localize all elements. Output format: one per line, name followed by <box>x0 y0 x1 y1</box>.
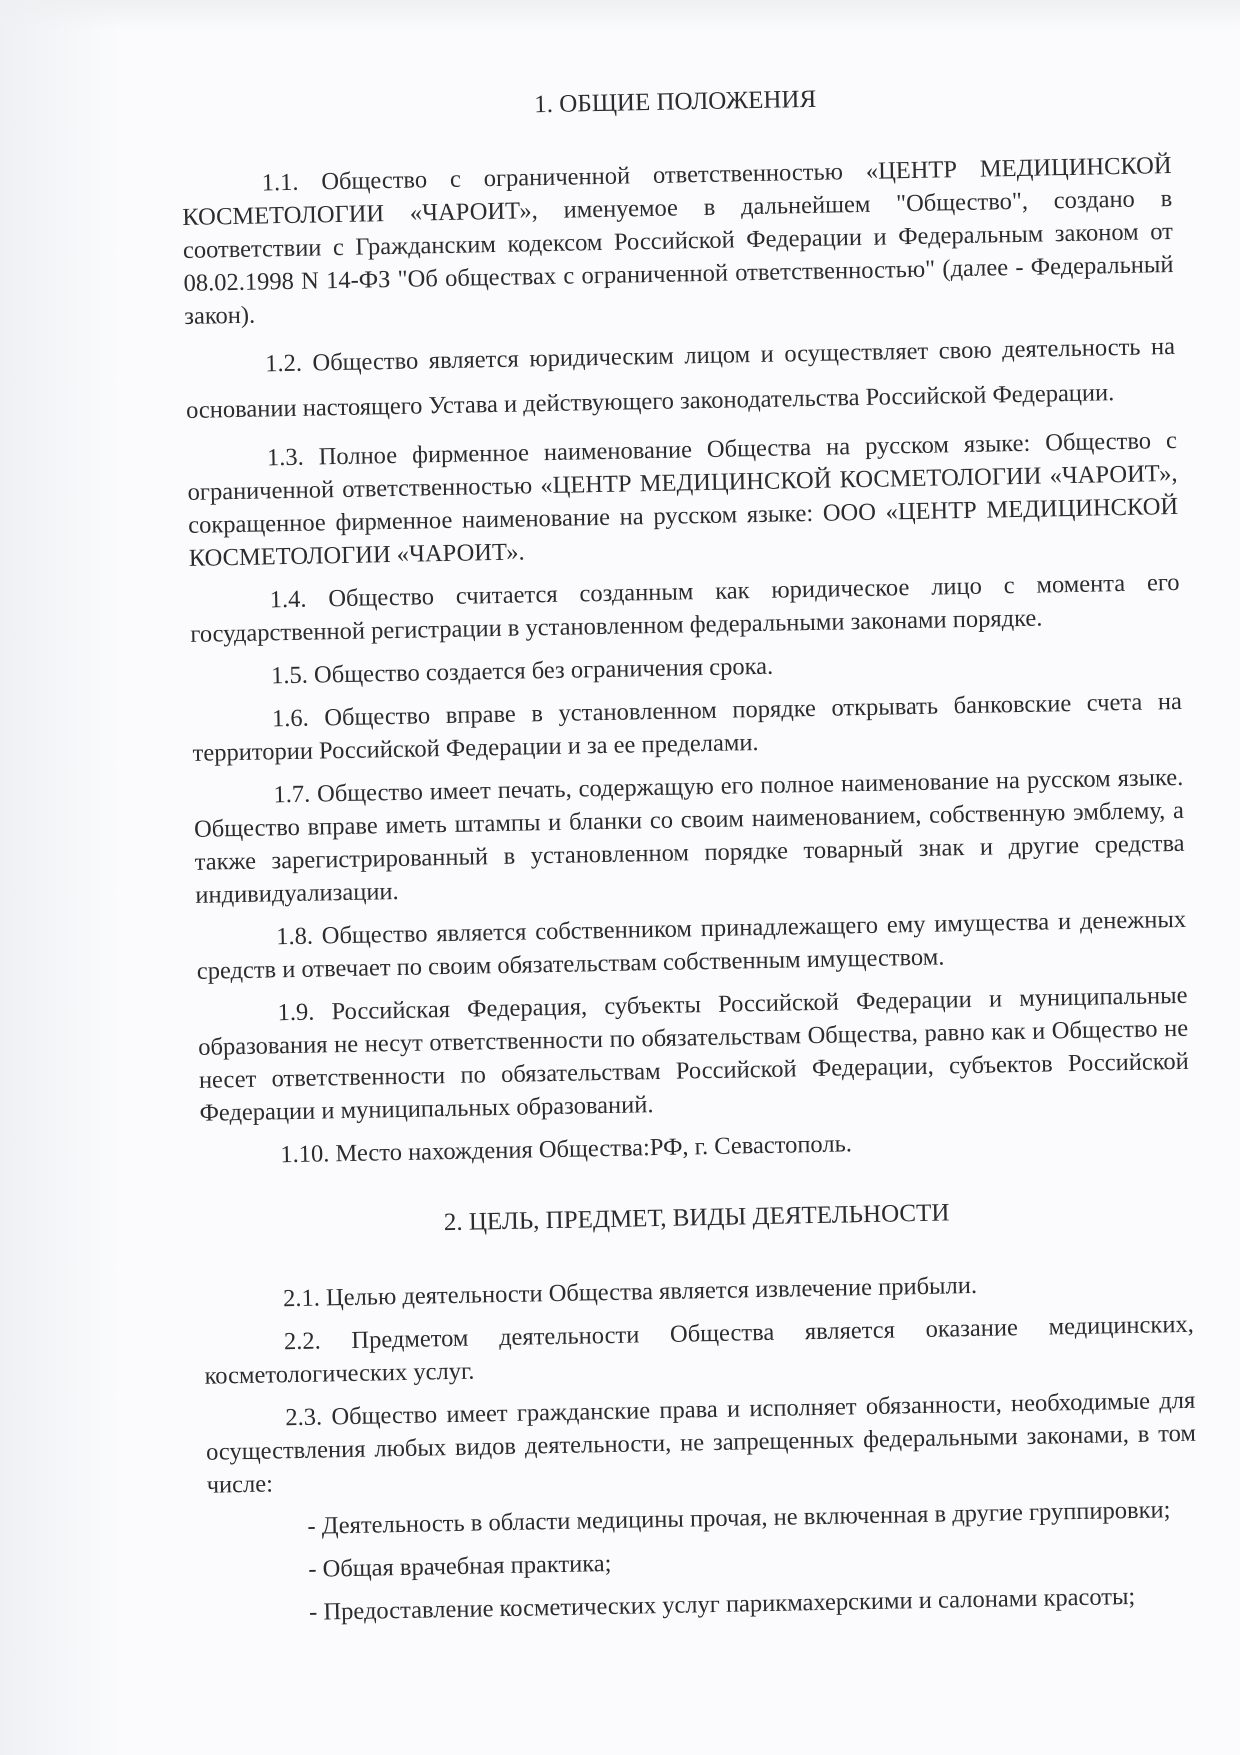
paragraph-1-8: 1.8. Общество является собственником принадлежащего ему имущества и денежных средств и отвечает по своим обязательствам собственным имуществом. <box>196 905 1187 985</box>
activity-list-item: - Деятельность в области медицины прочая, не включенная в другие группировки; <box>307 1496 1171 1540</box>
paragraph-1-3: 1.3. Полное фирменное наименование Общества на русском языке: Общество с ограниченной ответственностью «ЦЕНТР МЕДИЦИНСКОЙ КОСМЕТОЛОГИИ «ЧАРОИТ», сокращенное фирменное наименование на русском языке: ООО «ЦЕНТР МЕДИЦИНСКОЙ КОСМЕТОЛОГИИ «ЧАРОИТ». <box>187 426 1179 572</box>
paragraph-1-6: 1.6. Общество вправе в установленном порядке открывать банковские счета на территории Российской Федерации и за ее пределами. <box>192 687 1183 767</box>
paragraph-1-2: 1.2. Общество является юридическим лицом и осуществляет свою деятельность на основании настоящего Устава и действующего законодательства Российской Федерации. <box>185 332 1176 424</box>
paragraph-1-5: 1.5. Общество создается без ограничения срока. <box>270 652 774 690</box>
paragraph-1-7: 1.7. Общество имеет печать, содержащую его полное наименование на русском языке. Общество вправе иметь штампы и бланки со своим наименованием, собственную эмблему, а также зарегистрированный в установленном порядке товарный знак и другие средства индивидуализации. <box>193 763 1185 909</box>
section-2-title: 2. ЦЕЛЬ, ПРЕДМЕТ, ВИДЫ ДЕЯТЕЛЬНОСТИ <box>443 1199 950 1237</box>
activity-list-item: - Общая врачебная практика; <box>308 1549 612 1583</box>
activity-list-item: - Предоставление косметических услуг парикмахерскими и салонами красоты; <box>308 1582 1136 1626</box>
paragraph-1-9: 1.9. Российская Федерация, субъекты Российской Федерации и муниципальные образования не несут ответственности по обязательствам Общества, равно как и Общество не несет ответственности по обязательствам Российской Федерации, субъектов Российской Федерации и муниципальных образований. <box>198 981 1189 1127</box>
paragraph-1-1: 1.1. Общество с ограниченной ответственностью «ЦЕНТР МЕДИЦИНСКОЙ КОСМЕТОЛОГИИ «ЧАРОИТ», именуемое в дальнейшем "Общество", создано в соответствии с Гражданским кодексом Российской Федерации и Федеральным законом от 08.02.1998 N 14-ФЗ "Об обществах с ограниченной ответственностью" (далее - Федеральный закон). <box>182 151 1174 330</box>
paragraph-1-10: 1.10. Место нахождения Общества:РФ, г. Севастополь. <box>280 1130 853 1169</box>
paragraph-2-1: 2.1. Целью деятельности Общества является извлечение прибыли. <box>282 1271 978 1313</box>
paragraph-2-2: 2.2. Предметом деятельности Общества является оказание медицинских, косметологических услуг. <box>204 1310 1195 1390</box>
charter-text <box>180 76 1199 1641</box>
paragraph-1-4: 1.4. Общество считается созданным как юридическое лицо с момента его государственной регистрации в установленном федеральными законами порядке. <box>190 568 1180 648</box>
section-1-title: 1. ОБЩИЕ ПОЛОЖЕНИЯ <box>534 85 817 119</box>
paragraph-2-3: 2.3. Общество имеет гражданские права и исполняет обязанности, необходимые для осуществления любых видов деятельности, не запрещенных федеральными законами, в том числе: <box>205 1386 1197 1499</box>
